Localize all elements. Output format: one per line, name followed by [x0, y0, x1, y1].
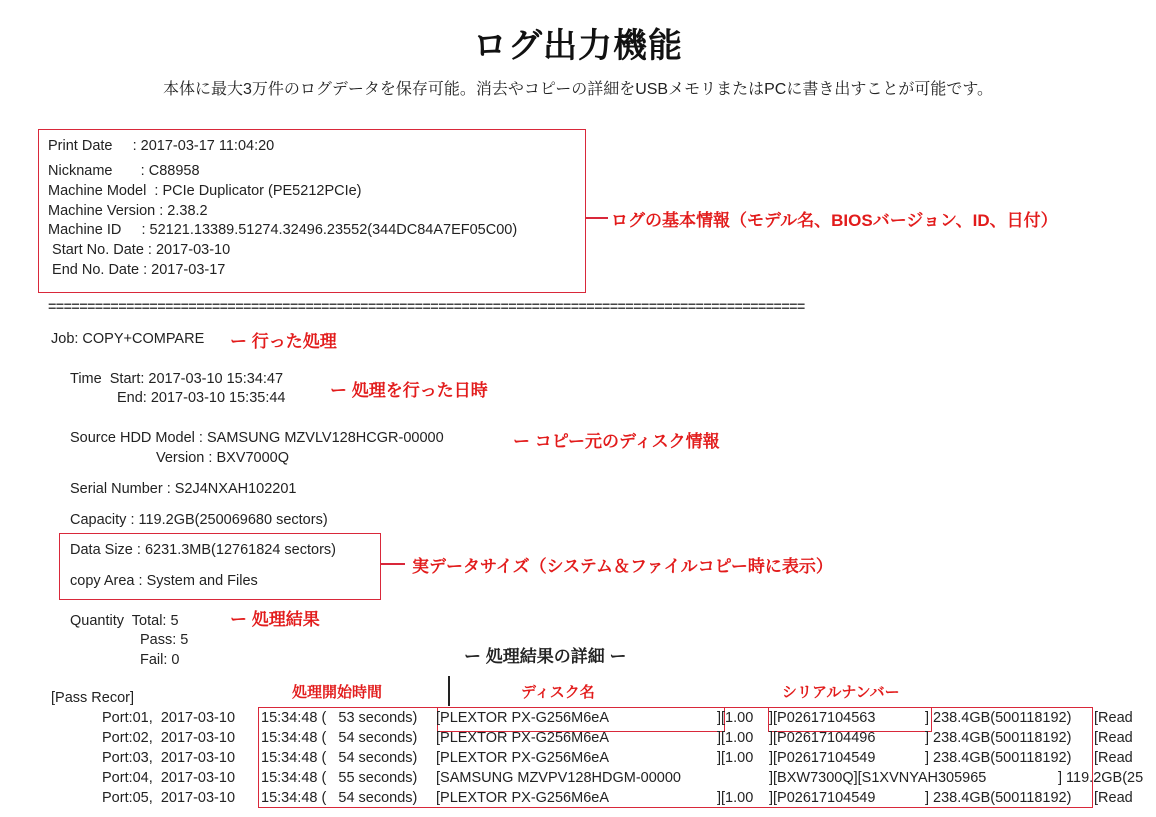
- source-model: Source HDD Model : SAMSUNG MZVLV128HCGR-00000: [70, 430, 444, 446]
- record-capacity: ] 238.4GB(500118192): [925, 750, 1072, 766]
- data-size-connector: [381, 563, 405, 565]
- time-annotation: ー 処理を行った日時: [330, 381, 488, 400]
- separator-line: =================================================================================================: [48, 300, 805, 316]
- record-disk: [PLEXTOR PX-G256M6eA: [436, 730, 610, 746]
- data-size: Data Size : 6231.3MB(12761824 sectors): [70, 542, 336, 558]
- record-port: Port:05, 2017-03-10: [102, 790, 236, 806]
- record-serial: ][P02617104549: [769, 750, 876, 766]
- data-size-annotation: 実データサイズ（システム＆ファイルコピー時に表示）: [412, 557, 833, 576]
- start-no-date: Start No. Date : 2017-03-10: [48, 242, 231, 258]
- print-date: Print Date : 2017-03-17 11:04:20: [48, 138, 275, 154]
- job-annotation: ー 行った処理: [230, 332, 337, 351]
- time-end: End: 2017-03-10 15:35:44: [117, 390, 286, 406]
- col-disk-name-label: ディスク名: [521, 684, 595, 701]
- time-start: Time Start: 2017-03-10 15:34:47: [70, 371, 284, 387]
- quantity-annotation: ー 処理結果: [230, 610, 320, 629]
- record-time: 15:34:48 ( 54 seconds): [261, 790, 418, 806]
- record-port: Port:04, 2017-03-10: [102, 770, 236, 786]
- page-title: ログ出力機能: [473, 27, 683, 65]
- record-version: ][1.00: [717, 750, 754, 766]
- machine-model: Machine Model : PCIe Duplicator (PE5212PCIe): [48, 183, 362, 199]
- record-port: Port:02, 2017-03-10: [102, 730, 236, 746]
- record-time: 15:34:48 ( 54 seconds): [261, 730, 418, 746]
- col-divider: [448, 676, 450, 706]
- col-start-time-label: 処理開始時間: [292, 684, 383, 701]
- record-version: ][1.00: [717, 790, 754, 806]
- details-heading: ー 処理結果の詳細 ー: [464, 647, 627, 666]
- record-time: 15:34:48 ( 53 seconds): [261, 710, 418, 726]
- record-disk: [PLEXTOR PX-G256M6eA: [436, 710, 610, 726]
- nickname: Nickname : C88958: [48, 163, 200, 179]
- record-port: Port:01, 2017-03-10: [102, 710, 236, 726]
- serial-number: Serial Number : S2J4NXAH102201: [70, 481, 297, 497]
- record-version: ][1.00: [717, 710, 754, 726]
- basic-info-connector: [586, 217, 608, 219]
- record-capacity: ] 238.4GB(500118192): [925, 790, 1072, 806]
- machine-version: Machine Version : 2.38.2: [48, 203, 208, 219]
- record-version: ][1.00: [717, 730, 754, 746]
- record-disk: [PLEXTOR PX-G256M6eA: [436, 750, 610, 766]
- record-port: Port:03, 2017-03-10: [102, 750, 236, 766]
- source-version: Version : BXV7000Q: [156, 450, 289, 466]
- record-serial: ][P02617104549: [769, 790, 876, 806]
- record-tail: [Read: [1094, 730, 1133, 746]
- record-capacity: ] 238.4GB(500118192): [925, 710, 1072, 726]
- pass-record-label: [Pass Recor]: [51, 690, 134, 706]
- record-capacity: ] 119.2GB(25: [1058, 770, 1144, 786]
- col-serial-label: シリアルナンバー: [782, 684, 900, 701]
- record-capacity: ] 238.4GB(500118192): [925, 730, 1072, 746]
- record-time: 15:34:48 ( 55 seconds): [261, 770, 418, 786]
- record-serial: ][P02617104563: [769, 710, 876, 726]
- record-tail: [Read: [1094, 750, 1133, 766]
- basic-info-annotation: ログの基本情報（モデル名、BIOSバージョン、ID、日付）: [611, 211, 1058, 230]
- quantity-pass: Pass: 5: [140, 632, 189, 648]
- page-subtitle: 本体に最大3万件のログデータを保存可能。消去やコピーの詳細をUSBメモリまたはPCに書き出すことが可能です。: [162, 81, 994, 98]
- end-no-date: End No. Date : 2017-03-17: [48, 262, 226, 278]
- record-serial: ][P02617104496: [769, 730, 876, 746]
- quantity-fail: Fail: 0: [140, 652, 180, 668]
- record-disk: [SAMSUNG MZVPV128HDGM-00000: [436, 770, 681, 786]
- quantity-total: Quantity Total: 5: [70, 613, 179, 629]
- record-tail: [Read: [1094, 710, 1133, 726]
- record-disk: [PLEXTOR PX-G256M6eA: [436, 790, 610, 806]
- capacity: Capacity : 119.2GB(250069680 sectors): [70, 512, 328, 528]
- source-annotation: ー コピー元のディスク情報: [513, 432, 720, 451]
- record-tail: [Read: [1094, 790, 1133, 806]
- copy-area: copy Area : System and Files: [70, 573, 258, 589]
- job-type: Job: COPY+COMPARE: [51, 331, 205, 347]
- record-serial: ][BXW7300Q][S1XVNYAH305965: [769, 770, 987, 786]
- machine-id: Machine ID : 52121.13389.51274.32496.23552(344DC84A7EF05C00): [48, 222, 518, 238]
- record-time: 15:34:48 ( 54 seconds): [261, 750, 418, 766]
